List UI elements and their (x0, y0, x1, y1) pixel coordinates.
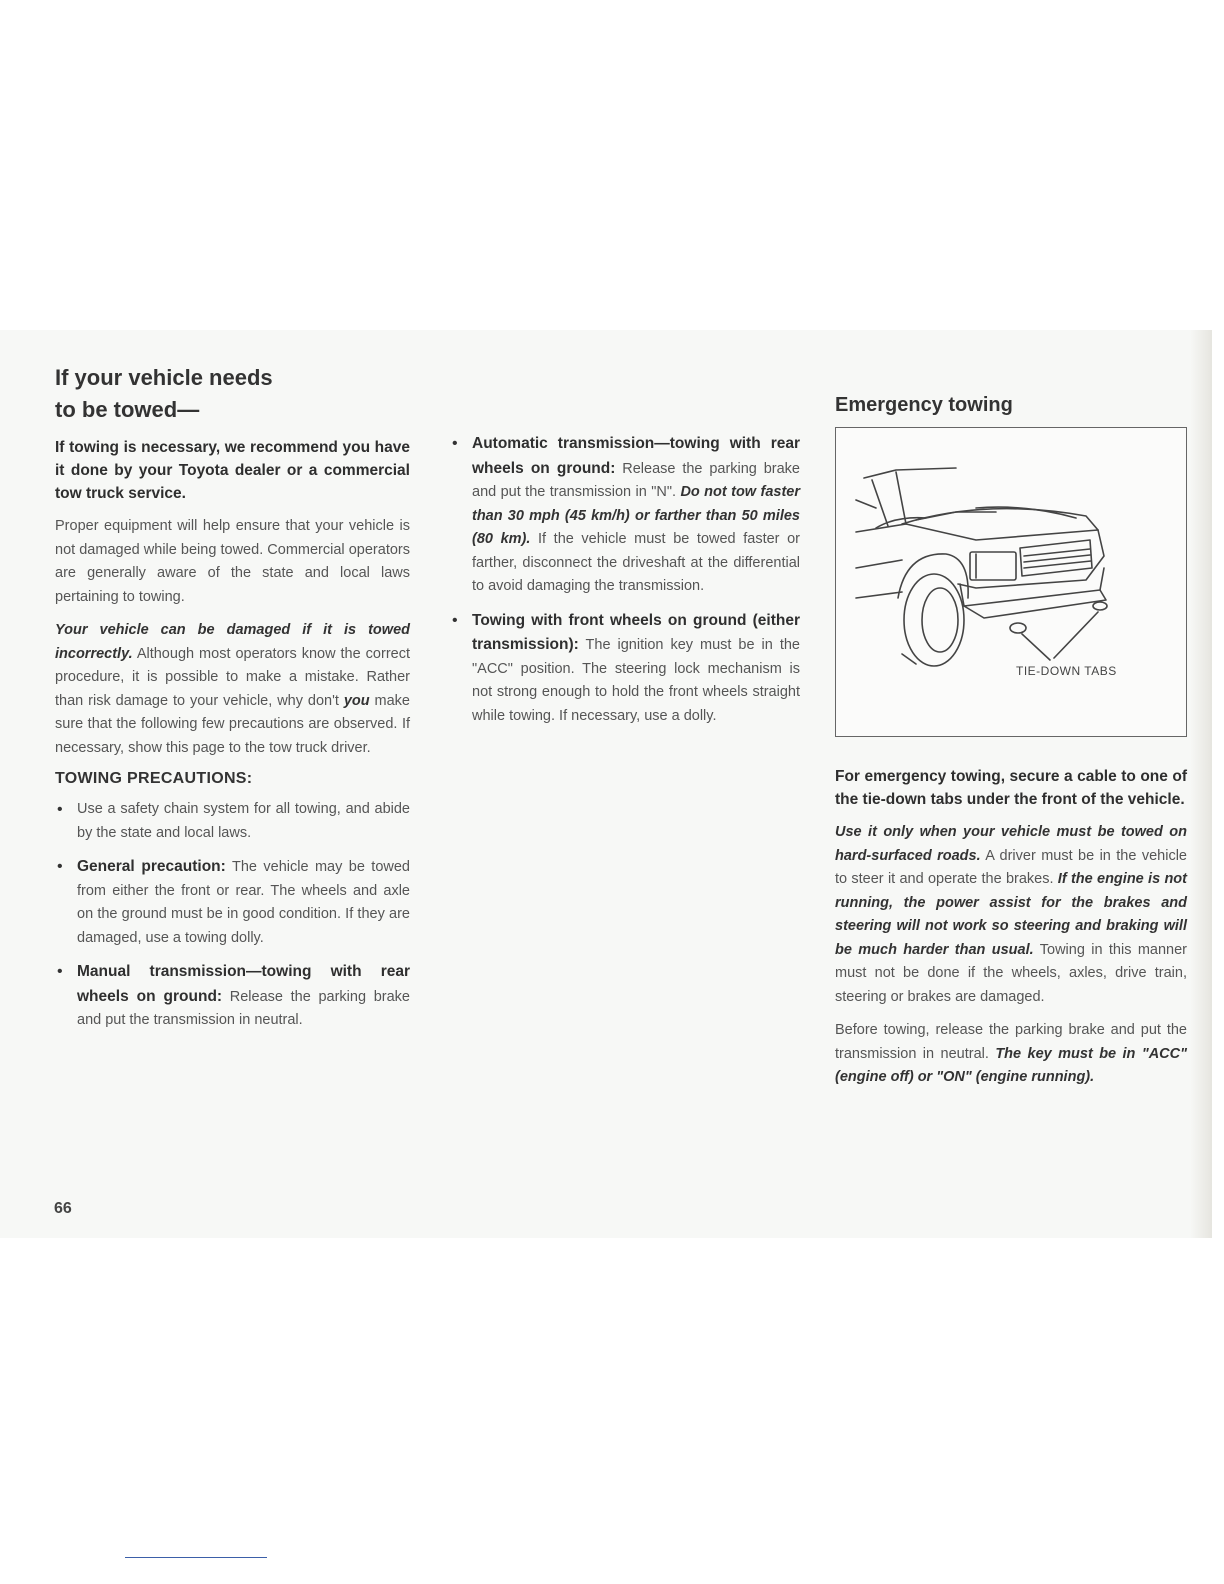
power-assist-italic: If the engine is not running, the power assist for the brakes and steering will not work so steering and braking will be much harder than usual. (835, 871, 1187, 958)
emergency-lead-paragraph: For emergency towing, secure a cable to one of the tie-down tabs under the front of the vehicle. (835, 768, 1187, 808)
bullet-general-precaution (55, 855, 410, 950)
footer-rule (125, 1557, 267, 1558)
bullet-bold-label: General precaution: (77, 858, 226, 875)
bullet-text-a: Release the parking brake and put the transmission in "N". (472, 460, 800, 500)
driver-text: A driver must be in the vehicle to steer it and operate the brakes. (835, 847, 1187, 887)
you-italic: you (343, 692, 370, 709)
bullet-bold-label: Automatic transmission—towing with rear wheels on ground: (472, 435, 800, 477)
damage-warning-italic: Your vehicle can be damaged if it is towed incorrectly. (55, 622, 410, 662)
car-front-illustration (836, 428, 1186, 736)
bullet-text: The ignition key must be in the "ACC" position. The steering lock mechanism is not strong enough to hold the front wheels straight while towing. If necessary, use a dolly. (472, 637, 800, 724)
bullet-automatic-transmission (450, 432, 800, 599)
bullet-text: The vehicle may be towed from either the front or rear. The wheels and axle on the ground must be in good condition. If they are damaged, use a towing dolly. (77, 859, 410, 946)
paragraph-damage-warning (55, 619, 410, 760)
bullet-dot: • (57, 963, 63, 980)
page-number: 66 (54, 1200, 72, 1217)
left-column (55, 362, 410, 1043)
bullet-dot: • (452, 611, 458, 629)
bullet-dot: • (57, 858, 63, 875)
damage-text-b: make sure that the following few precautions are observed. If necessary, show this page to the tow truck driver. (55, 692, 410, 756)
paragraph-before-towing (835, 1019, 1187, 1090)
tie-down-tabs-figure (835, 427, 1187, 737)
lead-paragraph: If towing is necessary, we recommend you have it done by your Toyota dealer or a commercial tow truck service. (55, 439, 410, 502)
title-line-2: to be towed— (55, 397, 200, 422)
middle-column (450, 432, 800, 738)
bullet-text: Use a safety chain system for all towing, and abide by the state and local laws. (77, 801, 410, 841)
section-title (55, 362, 410, 426)
paragraph-hard-surfaced-roads (835, 821, 1187, 1009)
speed-limit-italic: Do not tow faster than 30 mph (45 km/h) or farther than 50 miles (80 km). (472, 484, 800, 547)
bullet-text: Release the parking brake and put the transmission in neutral. (77, 988, 410, 1028)
bullet-dot: • (452, 435, 458, 452)
bullet-bold-label: Towing with front wheels on ground (either transmission): (472, 611, 800, 653)
bullet-bold-label: Manual transmission—towing with rear wheels on ground: (77, 963, 410, 1005)
hard-surface-italic: Use it only when your vehicle must be towed on hard-surfaced roads. (835, 824, 1187, 864)
right-column (835, 394, 1187, 1100)
bullet-safety-chain (55, 798, 410, 845)
bullet-dot: • (57, 801, 63, 818)
bullet-manual-transmission (55, 960, 410, 1033)
paragraph-equipment: Proper equipment will help ensure that your vehicle is not damaged while being towed. Commercial operators are generally aware of the state and local laws pertaining to towing. (55, 518, 410, 605)
damage-text-a: Although most operators know the correct procedure, it is possible to make a mistake. Rather than risk damage to your vehicle, why don't (55, 645, 410, 709)
key-position-italic: The key must be in "ACC" (engine off) or "ON" (engine running). (835, 1045, 1188, 1085)
before-towing-text: Before towing, release the parking brake and put the transmission in neutral. (835, 1022, 1187, 1062)
title-line-1: If your vehicle needs (55, 365, 273, 390)
emergency-towing-title: Emergency towing (835, 394, 1013, 416)
towing-precautions-heading: TOWING PRECAUTIONS: (55, 770, 253, 787)
bullet-front-wheels-on-ground (450, 609, 800, 729)
damage-text: Towing in this manner must not be done if the wheels, axles, drive train, steering or brakes are damaged. (835, 941, 1187, 1005)
tie-down-tabs-label: TIE-DOWN TABS (1016, 664, 1117, 678)
bullet-text-b: If the vehicle must be towed faster or farther, disconnect the driveshaft at the differential to avoid damaging the transmission. (472, 531, 800, 594)
page-edge-shadow (1190, 330, 1212, 1238)
